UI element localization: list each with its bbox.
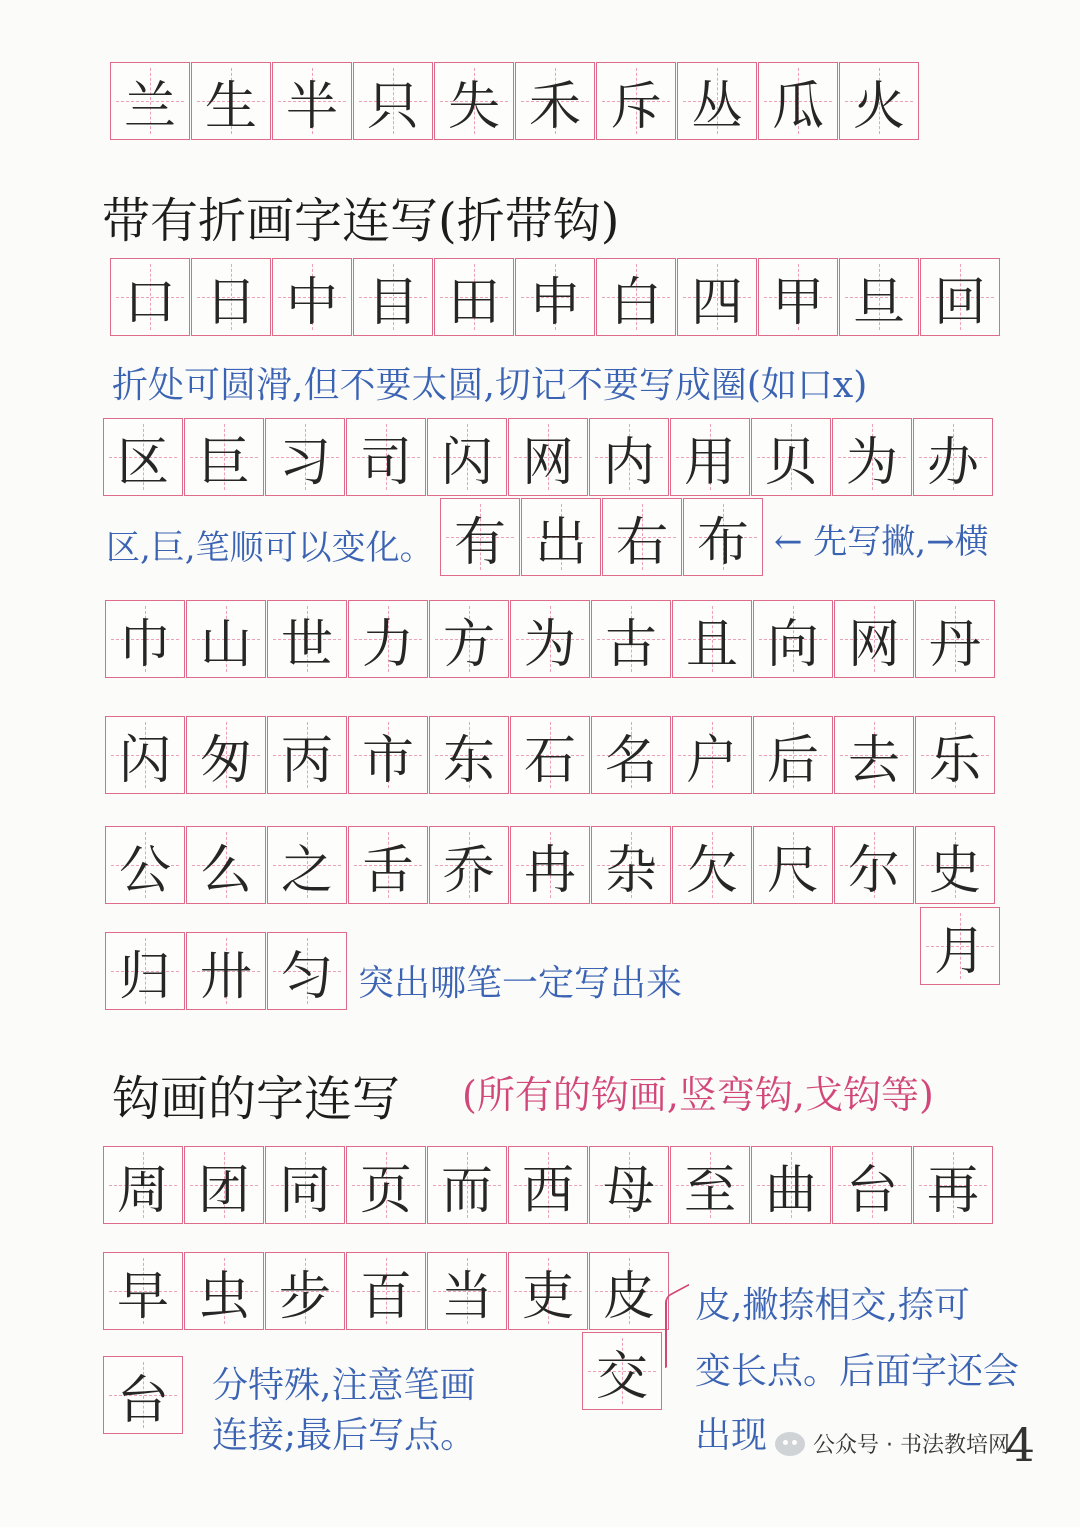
handwritten-character: 去 — [847, 730, 900, 791]
tian-grid-cell — [267, 932, 347, 1010]
handwritten-character: 网 — [847, 614, 900, 675]
handwritten-character: 方 — [442, 614, 495, 675]
grid-row-9b — [582, 1332, 663, 1410]
handwritten-character: 用 — [683, 432, 736, 493]
tian-grid-cell — [427, 1146, 507, 1224]
handwritten-character: 失 — [447, 76, 500, 137]
handwritten-character: 山 — [199, 614, 252, 675]
handwritten-character: 么 — [199, 840, 252, 901]
handwritten-character: 内 — [602, 432, 655, 493]
page-number: 4 — [1005, 1418, 1035, 1472]
grid-row-4 — [105, 600, 996, 678]
grid-row-0 — [110, 62, 920, 140]
tian-grid-cell — [834, 600, 914, 678]
tian-grid-cell — [353, 62, 433, 140]
tian-grid-cell — [758, 62, 838, 140]
tian-grid-cell — [596, 62, 676, 140]
tian-grid-cell — [103, 1356, 183, 1434]
handwritten-character: 之 — [280, 840, 333, 901]
tian-grid-cell — [184, 1252, 264, 1330]
tian-grid-cell — [429, 716, 509, 794]
tian-grid-cell — [348, 716, 428, 794]
handwritten-character: 月 — [933, 921, 986, 982]
tian-grid-cell — [346, 1146, 426, 1224]
handwritten-character: 匀 — [280, 946, 333, 1007]
handwritten-character: 白 — [609, 272, 662, 333]
handwritten-character: 目 — [366, 272, 419, 333]
handwritten-character: 皮 — [602, 1266, 655, 1327]
tian-grid-cell — [186, 716, 266, 794]
watermark-text: 公众号 · 书法教培网 — [813, 1433, 1010, 1458]
tian-grid-cell — [920, 258, 1000, 336]
handwritten-character: 中 — [285, 272, 338, 333]
handwritten-character: 尔 — [847, 840, 900, 901]
tian-grid-cell — [913, 1146, 993, 1224]
tian-grid-cell — [589, 1146, 669, 1224]
handwritten-character: 办 — [926, 432, 979, 493]
tian-grid-cell — [915, 716, 995, 794]
tian-grid-cell — [753, 716, 833, 794]
handwritten-character: 古 — [604, 614, 657, 675]
tian-grid-cell — [521, 498, 601, 576]
note-pi-line-2: 变长点。后面字还会 — [695, 1351, 1020, 1392]
tian-grid-cell — [103, 418, 183, 496]
tian-grid-cell — [508, 1252, 588, 1330]
handwritten-character: 有 — [453, 512, 506, 573]
tian-grid-cell — [591, 716, 671, 794]
tian-grid-cell — [353, 258, 433, 336]
tian-grid-cell — [272, 258, 352, 336]
handwritten-character: 同 — [278, 1160, 331, 1221]
tian-grid-cell — [434, 258, 514, 336]
handwritten-character: 卅 — [199, 946, 252, 1007]
handwritten-character: 乐 — [928, 730, 981, 791]
handwritten-character: 冉 — [523, 840, 576, 901]
handwritten-character: 生 — [204, 76, 257, 137]
tian-grid-cell — [429, 600, 509, 678]
handwritten-character: 而 — [440, 1160, 493, 1221]
handwritten-character: 吏 — [521, 1266, 574, 1327]
tian-grid-cell — [348, 600, 428, 678]
tian-grid-cell — [515, 258, 595, 336]
handwritten-character: 西 — [521, 1160, 574, 1221]
heading-hook-subtitle: (所有的钩画,竖弯钩,戈钩等) — [462, 1073, 934, 1117]
handwritten-character: 匆 — [199, 730, 252, 791]
handwritten-character: 斥 — [609, 76, 662, 137]
handwritten-character: 当 — [440, 1266, 493, 1327]
handwritten-character: 回 — [933, 272, 986, 333]
handwritten-character: 巨 — [197, 432, 250, 493]
grid-row-1 — [110, 258, 1001, 336]
tian-grid-cell — [186, 826, 266, 904]
handwritten-character: 禾 — [528, 76, 581, 137]
tian-grid-cell — [272, 62, 352, 140]
tian-grid-cell — [670, 418, 750, 496]
tian-grid-cell — [672, 826, 752, 904]
handwritten-character: 口 — [123, 272, 176, 333]
handwritten-character: 丛 — [690, 76, 743, 137]
handwritten-character: 百 — [359, 1266, 412, 1327]
grid-row-6 — [105, 826, 996, 904]
note-qu-ju: 区,巨,笔顺可以变化。 — [106, 528, 434, 568]
handwritten-character: 乔 — [442, 840, 495, 901]
grid-row-3 — [440, 498, 764, 576]
heading-fold-strokes: 带有折画字连写(折带钩) — [102, 193, 620, 249]
tian-grid-cell — [427, 418, 507, 496]
grid-row-7 — [105, 932, 348, 1010]
handwritten-character: 周 — [116, 1160, 169, 1221]
tian-grid-cell — [510, 716, 590, 794]
tian-grid-cell — [110, 62, 190, 140]
bracket-mark — [665, 1284, 689, 1369]
tian-grid-cell — [186, 932, 266, 1010]
handwritten-character: 为 — [845, 432, 898, 493]
tian-grid-cell — [758, 258, 838, 336]
tian-grid-cell — [346, 418, 426, 496]
tian-grid-cell — [751, 418, 831, 496]
tian-grid-cell — [683, 498, 763, 576]
grid-row-5 — [105, 716, 996, 794]
tian-grid-cell — [508, 418, 588, 496]
handwritten-character: 布 — [696, 512, 749, 573]
tian-grid-cell — [839, 62, 919, 140]
handwritten-character: 台 — [116, 1370, 169, 1431]
heading-hook-strokes: 钩画的字连写 — [112, 1071, 401, 1127]
handwritten-character: 只 — [366, 76, 419, 137]
handwritten-character: 火 — [852, 76, 905, 137]
tian-grid-cell — [672, 716, 752, 794]
handwritten-character: 欠 — [685, 840, 738, 901]
tian-grid-cell — [915, 600, 995, 678]
tian-grid-cell — [582, 1332, 662, 1410]
tian-grid-cell — [348, 826, 428, 904]
handwritten-character: 再 — [926, 1160, 979, 1221]
handwritten-character: 旦 — [852, 272, 905, 333]
tian-grid-cell — [267, 826, 347, 904]
handwritten-character: 瓜 — [771, 76, 824, 137]
handwritten-character: 丹 — [928, 614, 981, 675]
tian-grid-cell — [267, 600, 347, 678]
tian-grid-cell — [103, 1252, 183, 1330]
tian-grid-cell — [677, 258, 757, 336]
handwritten-character: 曲 — [764, 1160, 817, 1221]
handwritten-character: 网 — [521, 432, 574, 493]
handwritten-character: 交 — [595, 1346, 648, 1407]
handwritten-character: 闪 — [440, 432, 493, 493]
handwritten-character: 丙 — [280, 730, 333, 791]
handwritten-character: 石 — [523, 730, 576, 791]
tian-grid-cell — [510, 600, 590, 678]
tian-grid-cell — [832, 418, 912, 496]
handwritten-character: 半 — [285, 76, 338, 137]
handwritten-character: 步 — [278, 1266, 331, 1327]
tian-grid-cell — [265, 1252, 345, 1330]
grid-row-2 — [103, 418, 994, 496]
tian-grid-cell — [751, 1146, 831, 1224]
watermark — [775, 1428, 1010, 1459]
handwritten-character: 早 — [116, 1266, 169, 1327]
handwritten-character: 团 — [197, 1160, 250, 1221]
tian-grid-cell — [184, 418, 264, 496]
handwritten-character: 闪 — [118, 730, 171, 791]
tian-grid-cell — [834, 716, 914, 794]
grid-row-10 — [103, 1356, 184, 1434]
tian-grid-cell — [434, 62, 514, 140]
tian-grid-cell — [267, 716, 347, 794]
tian-grid-cell — [105, 826, 185, 904]
tian-grid-cell — [508, 1146, 588, 1224]
handwritten-character: 日 — [204, 272, 257, 333]
handwritten-character: 司 — [359, 432, 412, 493]
handwritten-character: 世 — [280, 614, 333, 675]
handwritten-character: 母 — [602, 1160, 655, 1221]
tian-grid-cell — [677, 62, 757, 140]
handwritten-character: 户 — [685, 730, 738, 791]
tian-grid-cell — [191, 258, 271, 336]
tian-grid-cell — [440, 498, 520, 576]
handwritten-character: 申 — [528, 272, 581, 333]
handwritten-character: 公 — [118, 840, 171, 901]
tian-grid-cell — [429, 826, 509, 904]
note-pi-line-1: 皮,撇捺相交,捺可 — [695, 1285, 970, 1326]
handwritten-character: 页 — [359, 1160, 412, 1221]
tian-grid-cell — [105, 716, 185, 794]
note-fen-line-2: 连接;最后写点。 — [212, 1415, 477, 1456]
tian-grid-cell — [186, 600, 266, 678]
tian-grid-cell — [510, 826, 590, 904]
tian-grid-cell — [346, 1252, 426, 1330]
handwritten-character: 虫 — [197, 1266, 250, 1327]
handwritten-character: 后 — [766, 730, 819, 791]
tian-grid-cell — [834, 826, 914, 904]
handwritten-character: 至 — [683, 1160, 736, 1221]
handwritten-character: 市 — [361, 730, 414, 791]
tian-grid-cell — [832, 1146, 912, 1224]
handwritten-character: 名 — [604, 730, 657, 791]
handwritten-character: 史 — [928, 840, 981, 901]
note-pie-heng: ← 先写撇,→横 — [774, 522, 989, 562]
handwritten-character: 且 — [685, 614, 738, 675]
tian-grid-cell — [753, 600, 833, 678]
handwritten-character: 甲 — [771, 272, 824, 333]
note-fen-line-1: 分特殊,注意笔画 — [212, 1365, 476, 1406]
grid-row-6b — [920, 907, 1001, 985]
tian-grid-cell — [427, 1252, 507, 1330]
tian-grid-cell — [515, 62, 595, 140]
handwritten-character: 习 — [278, 432, 331, 493]
note-fold-tip: 折处可圆滑,但不要太圆,切记不要写成圈(如口x) — [112, 365, 868, 406]
wechat-icon — [775, 1432, 805, 1456]
tian-grid-cell — [913, 418, 993, 496]
handwritten-character: 巾 — [118, 614, 171, 675]
handwritten-character: 贝 — [764, 432, 817, 493]
handwritten-character: 区 — [116, 432, 169, 493]
tian-grid-cell — [105, 932, 185, 1010]
note-stroke-out: 突出哪笔一定写出来 — [358, 963, 683, 1004]
tian-grid-cell — [591, 826, 671, 904]
tian-grid-cell — [105, 600, 185, 678]
tian-grid-cell — [753, 826, 833, 904]
handwritten-character: 为 — [523, 614, 576, 675]
handwritten-character: 田 — [447, 272, 500, 333]
tian-grid-cell — [672, 600, 752, 678]
handwritten-character: 出 — [534, 512, 587, 573]
handwritten-character: 力 — [361, 614, 414, 675]
tian-grid-cell — [103, 1146, 183, 1224]
handwritten-character: 杂 — [604, 840, 657, 901]
handwritten-character: 兰 — [123, 76, 176, 137]
handwritten-character: 四 — [690, 272, 743, 333]
handwritten-character: 台 — [845, 1160, 898, 1221]
tian-grid-cell — [184, 1146, 264, 1224]
tian-grid-cell — [265, 418, 345, 496]
handwritten-character: 东 — [442, 730, 495, 791]
tian-grid-cell — [915, 826, 995, 904]
tian-grid-cell — [670, 1146, 750, 1224]
handwritten-character: 右 — [615, 512, 668, 573]
tian-grid-cell — [602, 498, 682, 576]
tian-grid-cell — [839, 258, 919, 336]
grid-row-9 — [103, 1252, 670, 1330]
handwritten-character: 尺 — [766, 840, 819, 901]
tian-grid-cell — [589, 1252, 669, 1330]
handwritten-character: 归 — [118, 946, 171, 1007]
note-pi-line-3: 出现 — [695, 1415, 768, 1456]
tian-grid-cell — [110, 258, 190, 336]
grid-row-8 — [103, 1146, 994, 1224]
handwritten-character: 舌 — [361, 840, 414, 901]
tian-grid-cell — [265, 1146, 345, 1224]
handwritten-character: 向 — [766, 614, 819, 675]
tian-grid-cell — [191, 62, 271, 140]
tian-grid-cell — [589, 418, 669, 496]
tian-grid-cell — [596, 258, 676, 336]
tian-grid-cell — [591, 600, 671, 678]
tian-grid-cell — [920, 907, 1000, 985]
